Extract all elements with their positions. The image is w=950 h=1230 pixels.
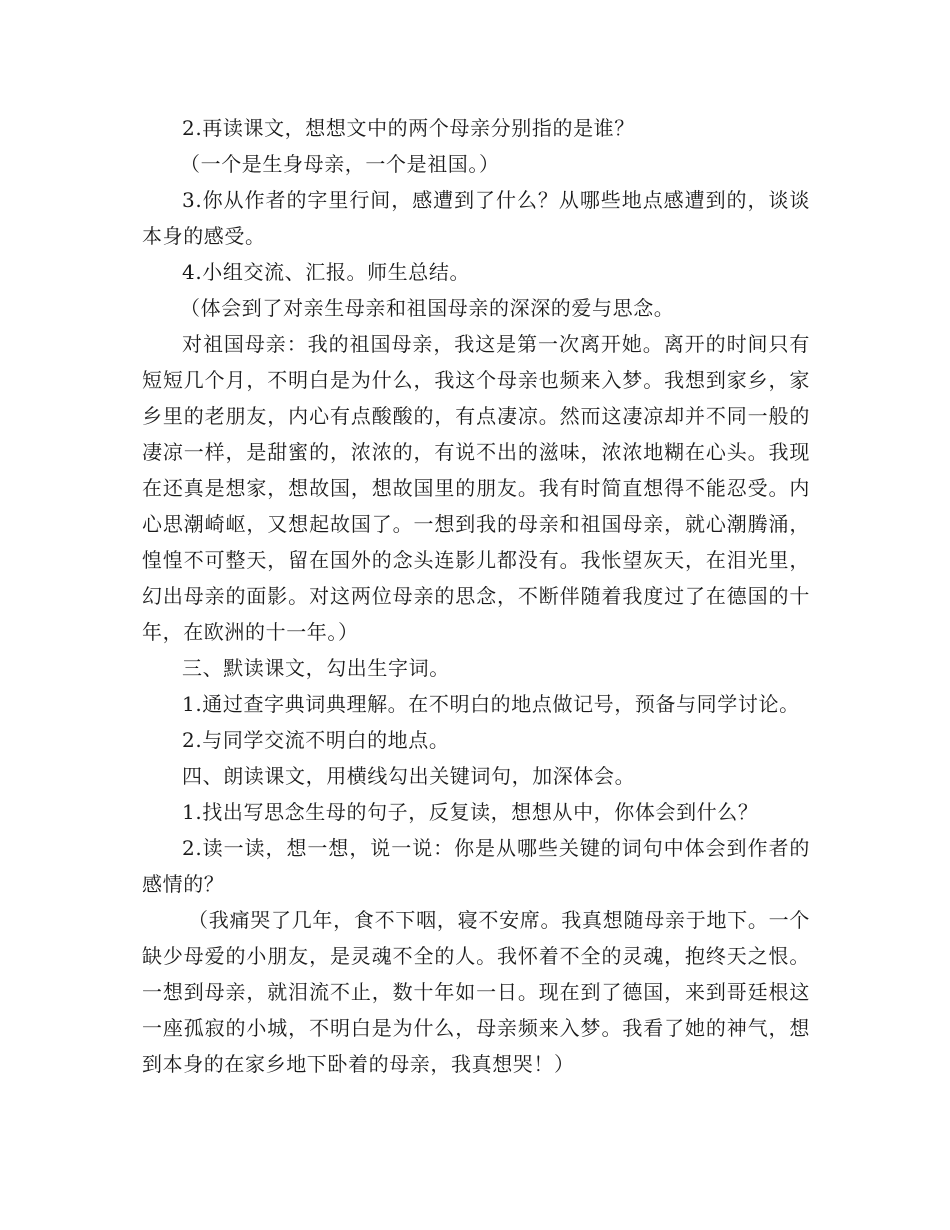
- paragraph-task-2: 2.读一读，想一想，说一说：你是从哪些关键的词句中体会到作者的感情的？: [142, 836, 810, 896]
- section-heading-4: 四、朗读课文，用横线勾出关键词句，加深体会。: [182, 764, 636, 788]
- paragraph-task-1: 1.找出写思念生母的句子，反复读，想想从中，你体会到什么？: [182, 800, 759, 824]
- paragraph-answer-2: （一个是生身母亲，一个是祖国。）: [180, 152, 500, 176]
- paragraph-step-1: 1.通过查字典词典理解。在不明白的地点做记号，预备与同学讨论。: [182, 692, 800, 716]
- document-body: [142, 110, 810, 1082]
- section-heading-3: 三、默读课文，勾出生字词。: [182, 656, 450, 680]
- paragraph-question-3: 3.你从作者的字里行间，感遭到了什么？从哪些地点感遭到的，谈谈本身的感受。: [142, 188, 810, 248]
- paragraph-question-2: 2.再读课文，想想文中的两个母亲分别指的是谁？: [182, 116, 635, 140]
- paragraph-question-4: 4.小组交流、汇报。师生总结。: [182, 260, 471, 284]
- paragraph-step-2: 2.与同学交流不明白的地点。: [182, 728, 450, 752]
- paragraph-summary: （体会到了对亲生母亲和祖国母亲的深深的爱与思念。: [180, 296, 675, 320]
- paragraph-birth-mother: （我痛哭了几年，食不下咽，寝不安席。我真想随母亲于地下。一个缺少母爱的小朋友，是灵魂不全的人。我怀着不全的灵魂，抱终天之恨。一想到母亲，就泪流不止，数十年如一日。现在到了德国，来到哥廷根这一座孤寂的小城，不明白是为什么，母亲频来入梦。我看了她的神气，想到本身的在家乡地下卧着的母亲，我真想哭！）: [142, 908, 810, 1076]
- paragraph-motherland: 对祖国母亲：我的祖国母亲，我这是第一次离开她。离开的时间只有短短几个月，不明白是为什么，我这个母亲也频来入梦。我想到家乡，家乡里的老朋友，内心有点酸酸的，有点凄凉。然而这凄凉却并不同一般的凄凉一样，是甜蜜的，浓浓的，有说不出的滋味，浓浓地糊在心头。我现在还真是想家，想故国，想故国里的朋友。我有时简直想得不能忍受。内心思潮崎岖，又想起故国了。一想到我的母亲和祖国母亲，就心潮腾涌，惶惶不可整天，留在国外的念头连影儿都没有。我怅望灰天，在泪光里，幻出母亲的面影。对这两位母亲的思念，不断伴随着我度过了在德国的十年，在欧洲的十一年。）: [142, 332, 810, 644]
